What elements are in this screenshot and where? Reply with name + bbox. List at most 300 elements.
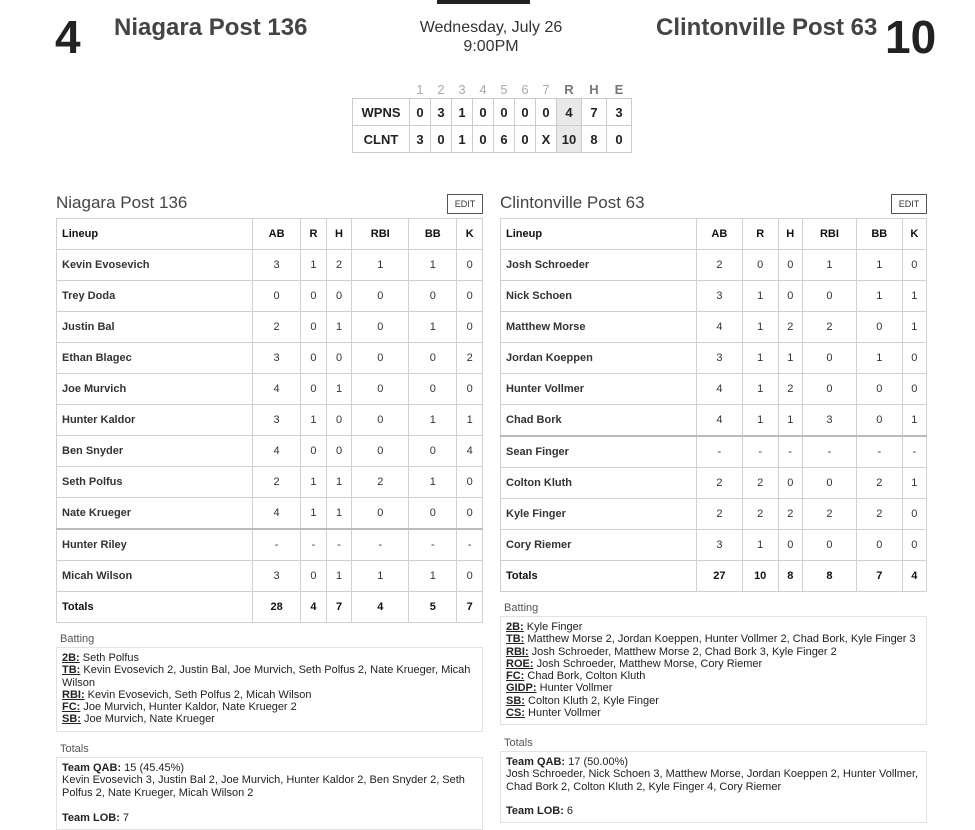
totals-row xyxy=(501,561,927,592)
player-stat-cell: - xyxy=(697,436,743,468)
player-name[interactable]: Trey Doda xyxy=(57,281,253,312)
totals-stat-cell: 7 xyxy=(326,592,352,623)
player-name[interactable]: Sean Finger xyxy=(501,436,697,468)
away-boxscore-title: Niagara Post 136 xyxy=(56,193,188,212)
boxscore-column-header[interactable]: Lineup xyxy=(501,219,697,250)
player-stat-cell: 1 xyxy=(409,561,457,592)
player-name[interactable]: Nate Krueger xyxy=(57,498,253,530)
player-stat-cell: 0 xyxy=(409,343,457,374)
player-name[interactable]: Kyle Finger xyxy=(501,499,697,530)
player-stat-cell: 2 xyxy=(856,468,902,499)
batting-note-value: Chad Bork, Colton Kluth xyxy=(527,670,646,683)
batting-note-line xyxy=(506,670,921,682)
top-handle-bar xyxy=(437,0,530,4)
player-stat-cell: 1 xyxy=(301,498,327,530)
player-stat-cell: 2 xyxy=(802,499,856,530)
player-stat-cell: 0 xyxy=(802,468,856,499)
batting-note-key: SB: xyxy=(62,713,81,726)
player-stat-cell: 1 xyxy=(301,405,327,436)
batting-note-line xyxy=(62,664,477,689)
home-lob-value: 6 xyxy=(566,804,574,817)
player-stat-cell: 2 xyxy=(778,374,802,405)
player-stat-cell: 1 xyxy=(301,467,327,498)
player-stat-cell: 0 xyxy=(409,498,457,530)
batting-note-line xyxy=(62,689,477,701)
player-stat-cell: 1 xyxy=(902,405,926,437)
player-stat-cell: 0 xyxy=(856,312,902,343)
game-date: Wednesday, July 26 xyxy=(419,19,563,36)
away-totals-box xyxy=(56,757,483,830)
player-stat-cell: 3 xyxy=(697,281,743,312)
line-score-runs: 4 xyxy=(557,99,582,126)
player-name[interactable]: Kevin Evosevich xyxy=(57,250,253,281)
player-stat-cell: 2 xyxy=(802,312,856,343)
player-stat-cell: - xyxy=(352,529,409,561)
away-qab-label: Team QAB: xyxy=(62,762,122,774)
home-boxscore-title: Clintonville Post 63 xyxy=(500,193,645,212)
player-stat-cell: 1 xyxy=(742,530,778,561)
player-stat-cell: 0 xyxy=(457,250,483,281)
player-stat-cell: 0 xyxy=(902,499,926,530)
player-stat-cell: 4 xyxy=(457,436,483,467)
totals-label: Totals xyxy=(501,561,697,592)
player-row xyxy=(57,467,483,498)
player-stat-cell: 1 xyxy=(409,312,457,343)
player-stat-cell: 1 xyxy=(457,405,483,436)
player-stat-cell: 1 xyxy=(856,281,902,312)
player-stat-cell: 1 xyxy=(409,250,457,281)
player-stat-cell: 2 xyxy=(697,499,743,530)
away-lob-label: Team LOB: xyxy=(62,811,120,824)
totals-label: Totals xyxy=(57,592,253,623)
player-stat-cell: 0 xyxy=(778,530,802,561)
totals-stat-cell: 7 xyxy=(457,592,483,623)
player-stat-cell: 1 xyxy=(326,374,352,405)
home-lob-line xyxy=(506,805,921,817)
player-stat-cell: 0 xyxy=(301,343,327,374)
player-stat-cell: 1 xyxy=(326,498,352,530)
player-row xyxy=(501,312,927,343)
batting-note-line xyxy=(506,621,921,633)
player-stat-cell: 0 xyxy=(778,468,802,499)
home-batting-list xyxy=(500,616,927,725)
player-row xyxy=(501,499,927,530)
player-name[interactable]: Ethan Blagec xyxy=(57,343,253,374)
player-stat-cell: 0 xyxy=(802,374,856,405)
batting-note-line xyxy=(506,646,921,658)
boxscore-column-header[interactable]: RBI xyxy=(802,219,856,250)
away-edit-button[interactable]: EDIT xyxy=(447,194,483,214)
line-score-inning-cell: 0 xyxy=(473,99,494,126)
line-score-inning-cell: 0 xyxy=(431,126,452,153)
player-stat-cell: 2 xyxy=(778,499,802,530)
line-score-header: 4 xyxy=(479,81,487,97)
boxscore-column-header[interactable]: H xyxy=(778,219,802,250)
line-score-inning-cell: 3 xyxy=(431,99,452,126)
away-qab-detail: Kevin Evosevich 3, Justin Bal 2, Joe Murvich, Hunter Kaldor 2, Ben Snyder 2, Seth Polfus 2, Nate Krueger, Micah Wilson 2 xyxy=(62,774,465,799)
player-stat-cell: 0 xyxy=(856,530,902,561)
player-row xyxy=(57,405,483,436)
player-stat-cell: 0 xyxy=(326,343,352,374)
line-score-inning-cell: 0 xyxy=(536,99,557,126)
player-row xyxy=(57,529,483,561)
boxscore-column-header[interactable]: BB xyxy=(856,219,902,250)
player-stat-cell: 0 xyxy=(457,312,483,343)
line-score-header: 7 xyxy=(542,81,550,97)
player-stat-cell: 1 xyxy=(352,561,409,592)
player-stat-cell: 1 xyxy=(742,405,778,437)
player-row xyxy=(501,374,927,405)
line-score-header: 3 xyxy=(458,81,466,97)
player-stat-cell: 1 xyxy=(742,312,778,343)
batting-note-line xyxy=(62,701,477,713)
player-stat-cell: 4 xyxy=(697,405,743,437)
player-stat-cell: 0 xyxy=(902,250,926,281)
player-stat-cell: 0 xyxy=(409,436,457,467)
line-score-header-row xyxy=(353,80,632,99)
player-stat-cell: 1 xyxy=(856,250,902,281)
player-stat-cell: 0 xyxy=(778,250,802,281)
totals-stat-cell: 4 xyxy=(902,561,926,592)
player-stat-cell: 2 xyxy=(856,499,902,530)
player-stat-cell: 3 xyxy=(802,405,856,437)
batting-note-value: Joe Murvich, Nate Krueger xyxy=(84,713,215,726)
batting-note-key: TB: xyxy=(62,664,81,677)
player-name[interactable]: Seth Polfus xyxy=(57,467,253,498)
batting-note-key: RBI: xyxy=(62,688,85,701)
batting-note-line xyxy=(506,707,921,719)
line-score-team-abbr: CLNT xyxy=(353,126,410,153)
away-qab-line xyxy=(62,762,477,774)
player-row xyxy=(501,468,927,499)
home-lob-label: Team LOB: xyxy=(506,804,564,817)
line-score-inning-cell: 1 xyxy=(452,126,473,153)
home-totals-notes xyxy=(500,737,927,823)
player-stat-cell: 0 xyxy=(352,498,409,530)
player-stat-cell: 2 xyxy=(253,312,301,343)
batting-note-line xyxy=(506,695,921,707)
player-stat-cell: 0 xyxy=(802,530,856,561)
home-qab-detail: Josh Schroeder, Nick Schoen 3, Matthew Morse, Jordan Koeppen 2, Hunter Vollmer, Chad Bork 2, Colton Kluth 2, Kyle Finger 4, Cory Riemer xyxy=(506,768,919,793)
player-stat-cell: - xyxy=(778,436,802,468)
player-stat-cell: 2 xyxy=(742,468,778,499)
batting-note-key: FC: xyxy=(506,670,525,683)
player-name[interactable]: Justin Bal xyxy=(57,312,253,343)
player-stat-cell: 1 xyxy=(856,343,902,374)
player-stat-cell: 0 xyxy=(802,281,856,312)
player-stat-cell: 1 xyxy=(352,250,409,281)
totals-stat-cell: 10 xyxy=(742,561,778,592)
player-row xyxy=(501,250,927,281)
boxscore-header-row xyxy=(501,219,927,250)
player-stat-cell: 1 xyxy=(742,281,778,312)
away-totals-header: Totals xyxy=(60,743,89,755)
batting-note-line xyxy=(62,713,477,725)
line-score-inning-cell: 0 xyxy=(515,126,536,153)
line-score-header: H xyxy=(589,81,599,97)
player-stat-cell: 0 xyxy=(301,312,327,343)
player-name[interactable]: Josh Schroeder xyxy=(501,250,697,281)
player-stat-cell: - xyxy=(253,529,301,561)
batting-note-key: RBI: xyxy=(506,645,529,658)
player-stat-cell: 1 xyxy=(902,312,926,343)
player-stat-cell: 0 xyxy=(457,467,483,498)
player-stat-cell: 1 xyxy=(409,467,457,498)
line-score-inning-cell: 0 xyxy=(515,99,536,126)
player-stat-cell: 3 xyxy=(697,343,743,374)
player-name[interactable]: Hunter Riley xyxy=(57,529,253,561)
player-stat-cell: 1 xyxy=(778,343,802,374)
batting-note-line xyxy=(506,658,921,670)
batting-note-line xyxy=(506,682,921,694)
player-stat-cell: 3 xyxy=(697,530,743,561)
boxscore-column-header[interactable]: K xyxy=(457,219,483,250)
player-stat-cell: 2 xyxy=(697,250,743,281)
home-qab-value: 17 (50.00%) xyxy=(568,756,629,768)
player-stat-cell: 0 xyxy=(352,374,409,405)
totals-stat-cell: 27 xyxy=(697,561,743,592)
away-totals-notes xyxy=(56,743,483,830)
player-stat-cell: 1 xyxy=(742,374,778,405)
player-stat-cell: 4 xyxy=(253,498,301,530)
player-stat-cell: 0 xyxy=(352,312,409,343)
line-score-corner xyxy=(353,80,410,99)
boxscore-header-row xyxy=(57,219,483,250)
player-stat-cell: 0 xyxy=(301,374,327,405)
player-row xyxy=(501,343,927,374)
player-stat-cell: 3 xyxy=(253,343,301,374)
batting-note-key: ROE: xyxy=(506,657,534,670)
batting-note-value: Hunter Vollmer xyxy=(528,707,601,720)
away-qab-value: 15 (45.45%) xyxy=(124,762,185,774)
player-stat-cell: 1 xyxy=(902,281,926,312)
player-stat-cell: 0 xyxy=(742,250,778,281)
boxscore-column-header[interactable]: R xyxy=(301,219,327,250)
batting-note-line xyxy=(506,633,921,645)
line-score-header: 5 xyxy=(500,81,508,97)
batting-note-value: Joe Murvich, Hunter Kaldor, Nate Krueger 2 xyxy=(83,701,297,714)
player-stat-cell: 2 xyxy=(352,467,409,498)
away-batting-header: Batting xyxy=(60,633,95,645)
line-score-inning-cell: 0 xyxy=(494,99,515,126)
line-score-header: 1 xyxy=(416,81,424,97)
home-score: 10 xyxy=(885,11,937,63)
player-stat-cell: 2 xyxy=(253,467,301,498)
player-name[interactable]: Colton Kluth xyxy=(501,468,697,499)
away-lob-line xyxy=(62,812,477,824)
player-stat-cell: 4 xyxy=(697,312,743,343)
line-score-header: 6 xyxy=(521,81,529,97)
home-batting-notes xyxy=(500,602,927,725)
player-stat-cell: 1 xyxy=(409,405,457,436)
batting-note-value: Kyle Finger xyxy=(526,621,583,633)
home-totals-header: Totals xyxy=(504,737,533,749)
player-stat-cell: - xyxy=(802,436,856,468)
player-stat-cell: 2 xyxy=(326,250,352,281)
player-row xyxy=(57,436,483,467)
batting-note-value: Josh Schroeder, Matthew Morse 2, Chad Bork 3, Kyle Finger 2 xyxy=(531,645,837,658)
player-stat-cell: 0 xyxy=(802,343,856,374)
player-row xyxy=(57,250,483,281)
player-stat-cell: - xyxy=(902,436,926,468)
line-score-row xyxy=(353,126,632,153)
player-name[interactable]: Cory Riemer xyxy=(501,530,697,561)
player-name[interactable]: Chad Bork xyxy=(501,405,697,437)
player-name[interactable]: Hunter Vollmer xyxy=(501,374,697,405)
batting-note-key: 2B: xyxy=(62,652,80,664)
boxscore-column-header[interactable]: BB xyxy=(409,219,457,250)
player-stat-cell: 2 xyxy=(697,468,743,499)
batting-note-value: Kevin Evosevich 2, Justin Bal, Joe Murvich, Seth Polfus 2, Nate Krueger, Micah Wilson xyxy=(62,664,471,689)
totals-stat-cell: 5 xyxy=(409,592,457,623)
game-datetime xyxy=(391,18,591,56)
line-score-inning-cell: 1 xyxy=(452,99,473,126)
player-stat-cell: 3 xyxy=(253,405,301,436)
away-team-name[interactable]: Niagara Post 136 xyxy=(114,14,308,41)
player-row xyxy=(57,498,483,530)
boxscore-column-header[interactable]: H xyxy=(326,219,352,250)
player-stat-cell: 0 xyxy=(902,530,926,561)
batting-note-key: SB: xyxy=(506,694,525,707)
line-score-hits: 8 xyxy=(582,126,607,153)
player-stat-cell: 0 xyxy=(856,374,902,405)
line-score-inning-cell: X xyxy=(536,126,557,153)
player-stat-cell: - xyxy=(457,529,483,561)
boxscore-column-header[interactable]: AB xyxy=(697,219,743,250)
batting-note-value: Josh Schroeder, Matthew Morse, Cory Riemer xyxy=(536,657,763,670)
player-stat-cell: 0 xyxy=(457,498,483,530)
away-lob-value: 7 xyxy=(122,811,130,824)
player-stat-cell: 2 xyxy=(778,312,802,343)
player-stat-cell: 1 xyxy=(326,467,352,498)
player-row xyxy=(57,561,483,592)
player-stat-cell: 0 xyxy=(352,281,409,312)
player-stat-cell: 0 xyxy=(902,374,926,405)
line-score-team-abbr: WPNS xyxy=(353,99,410,126)
boxscore-column-header[interactable]: K xyxy=(902,219,926,250)
player-name[interactable]: Hunter Kaldor xyxy=(57,405,253,436)
totals-stat-cell: 8 xyxy=(802,561,856,592)
player-stat-cell: 0 xyxy=(409,281,457,312)
line-score-header: 2 xyxy=(437,81,445,97)
boxscore-column-header[interactable]: RBI xyxy=(352,219,409,250)
line-score-inning-cell: 3 xyxy=(410,126,431,153)
player-stat-cell: 0 xyxy=(778,281,802,312)
player-stat-cell: - xyxy=(856,436,902,468)
player-stat-cell: 0 xyxy=(326,436,352,467)
batting-note-value: Kevin Evosevich, Seth Polfus 2, Micah Wilson xyxy=(87,688,312,701)
game-time: 9:00PM xyxy=(463,38,519,55)
player-stat-cell: 4 xyxy=(697,374,743,405)
home-edit-button[interactable]: EDIT xyxy=(891,194,927,214)
player-row xyxy=(501,405,927,437)
player-row xyxy=(501,530,927,561)
player-row xyxy=(57,374,483,405)
player-name[interactable]: Micah Wilson xyxy=(57,561,253,592)
totals-stat-cell: 28 xyxy=(253,592,301,623)
totals-row xyxy=(57,592,483,623)
player-stat-cell: 1 xyxy=(742,343,778,374)
player-stat-cell: 0 xyxy=(352,436,409,467)
batting-note-key: 2B: xyxy=(506,621,524,633)
home-boxscore-table xyxy=(500,218,927,592)
batting-note-line xyxy=(62,652,477,664)
player-name[interactable]: Ben Snyder xyxy=(57,436,253,467)
boxscore-column-header[interactable]: R xyxy=(742,219,778,250)
player-stat-cell: 1 xyxy=(326,312,352,343)
player-row xyxy=(57,343,483,374)
totals-stat-cell: 7 xyxy=(856,561,902,592)
player-stat-cell: 3 xyxy=(253,250,301,281)
batting-note-key: TB: xyxy=(506,633,525,646)
line-score-errors: 0 xyxy=(607,126,632,153)
player-row xyxy=(57,281,483,312)
player-stat-cell: 0 xyxy=(457,281,483,312)
player-stat-cell: 3 xyxy=(253,561,301,592)
player-name[interactable]: Nick Schoen xyxy=(501,281,697,312)
boxscore-column-header[interactable]: AB xyxy=(253,219,301,250)
player-stat-cell: 0 xyxy=(457,374,483,405)
player-stat-cell: 0 xyxy=(301,561,327,592)
line-score-inning-cell: 0 xyxy=(473,126,494,153)
line-score-runs: 10 xyxy=(557,126,582,153)
away-batting-notes xyxy=(56,633,483,732)
batting-note-key: GIDP: xyxy=(506,682,537,695)
player-stat-cell: 4 xyxy=(253,436,301,467)
player-stat-cell: - xyxy=(326,529,352,561)
player-row xyxy=(501,436,927,468)
player-stat-cell: 0 xyxy=(352,405,409,436)
player-stat-cell: 0 xyxy=(301,436,327,467)
player-stat-cell: 1 xyxy=(802,250,856,281)
batting-note-value: Hunter Vollmer xyxy=(539,682,613,695)
away-boxscore-table xyxy=(56,218,483,623)
player-row xyxy=(57,312,483,343)
player-stat-cell: 2 xyxy=(742,499,778,530)
player-row xyxy=(501,281,927,312)
player-name[interactable]: Matthew Morse xyxy=(501,312,697,343)
boxscore-column-header[interactable]: Lineup xyxy=(57,219,253,250)
player-stat-cell: 0 xyxy=(902,343,926,374)
player-stat-cell: 0 xyxy=(856,405,902,437)
player-name[interactable]: Jordan Koeppen xyxy=(501,343,697,374)
player-name[interactable]: Joe Murvich xyxy=(57,374,253,405)
line-score-errors: 3 xyxy=(607,99,632,126)
player-stat-cell: 0 xyxy=(326,405,352,436)
line-score-table xyxy=(352,80,632,153)
home-team-name[interactable]: Clintonville Post 63 xyxy=(656,14,878,41)
batting-note-value: Colton Kluth 2, Kyle Finger xyxy=(528,694,659,707)
player-stat-cell: 1 xyxy=(301,250,327,281)
away-score: 4 xyxy=(55,11,81,63)
home-batting-header: Batting xyxy=(504,602,539,614)
player-stat-cell: 0 xyxy=(301,281,327,312)
player-stat-cell: - xyxy=(301,529,327,561)
player-stat-cell: 0 xyxy=(253,281,301,312)
line-score-row xyxy=(353,99,632,126)
home-qab-label: Team QAB: xyxy=(506,756,566,768)
line-score-header: E xyxy=(614,81,624,97)
player-stat-cell: 2 xyxy=(457,343,483,374)
totals-stat-cell: 8 xyxy=(778,561,802,592)
totals-stat-cell: 4 xyxy=(301,592,327,623)
batting-note-value: Seth Polfus xyxy=(82,652,140,664)
player-stat-cell: 0 xyxy=(457,561,483,592)
batting-note-key: FC: xyxy=(62,701,81,714)
line-score-inning-cell: 0 xyxy=(410,99,431,126)
batting-note-value: Matthew Morse 2, Jordan Koeppen, Hunter Vollmer 2, Chad Bork, Kyle Finger 3 xyxy=(527,633,916,646)
player-stat-cell: - xyxy=(409,529,457,561)
